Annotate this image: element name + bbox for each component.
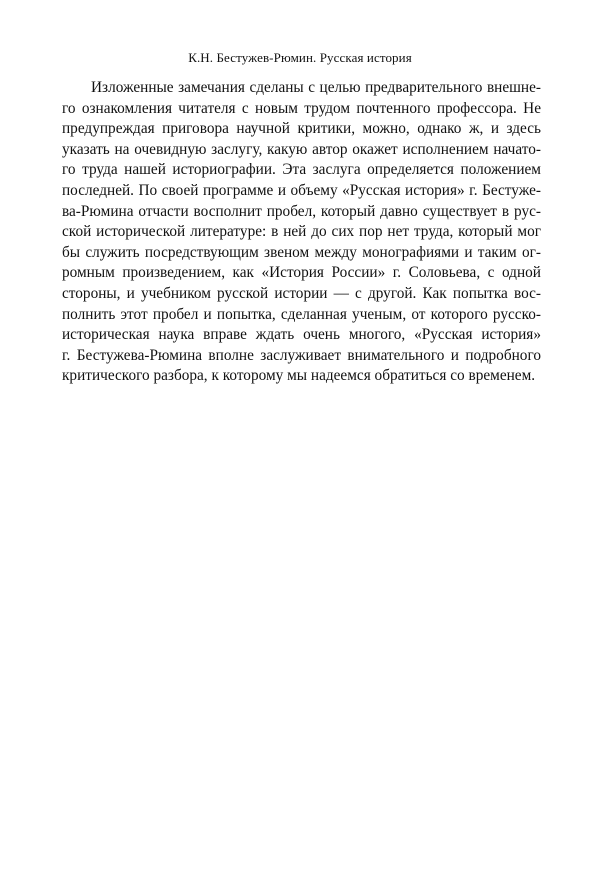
text-line: историческая наука вправе ждать очень многого, «Русская история» (62, 326, 541, 344)
text-line: последней. По своей программе и объему «Русская история» г. Бестуже- (62, 181, 541, 199)
text-line: предупреждая приговора научной критики, можно, однако ж, и здесь (62, 120, 541, 138)
text-line: бы служить посредствующим звеном между монографиями и таким ог- (62, 243, 541, 261)
text-line: го труда нашей историографии. Эта заслуга определяется положением (62, 161, 541, 179)
paragraph (62, 78, 541, 387)
text-line: го ознакомления читателя с новым трудом почтенного профессора. Не (62, 99, 541, 117)
text-line: стороны, и учебником русской истории — с другой. Как попытка вос- (62, 284, 541, 302)
text-line: критического разбора, к которому мы надеемся обратиться со временем. (62, 367, 536, 385)
text-line: г. Бестужева-Рюмина вполне заслуживает внимательного и подробного (62, 346, 541, 364)
text-line: ва-Рюмина отчасти восполнит пробел, который давно существует в рус- (62, 202, 541, 220)
text-line: полнить этот пробел и попытка, сделанная ученым, от которого русско- (62, 305, 541, 323)
text-line: указать на очевидную заслугу, какую автор окажет исполнением начато- (62, 140, 541, 158)
text-line: ской исторической литературе: в ней до сих пор нет труда, который мог (62, 223, 541, 241)
text-line: Изложенные замечания сделаны с целью предварительного внешне- (91, 79, 541, 96)
text-line: ромным произведением, как «История России» г. Соловьева, с одной (62, 264, 541, 282)
running-header: К.Н. Бестужев-Рюмин. Русская история (188, 50, 412, 65)
